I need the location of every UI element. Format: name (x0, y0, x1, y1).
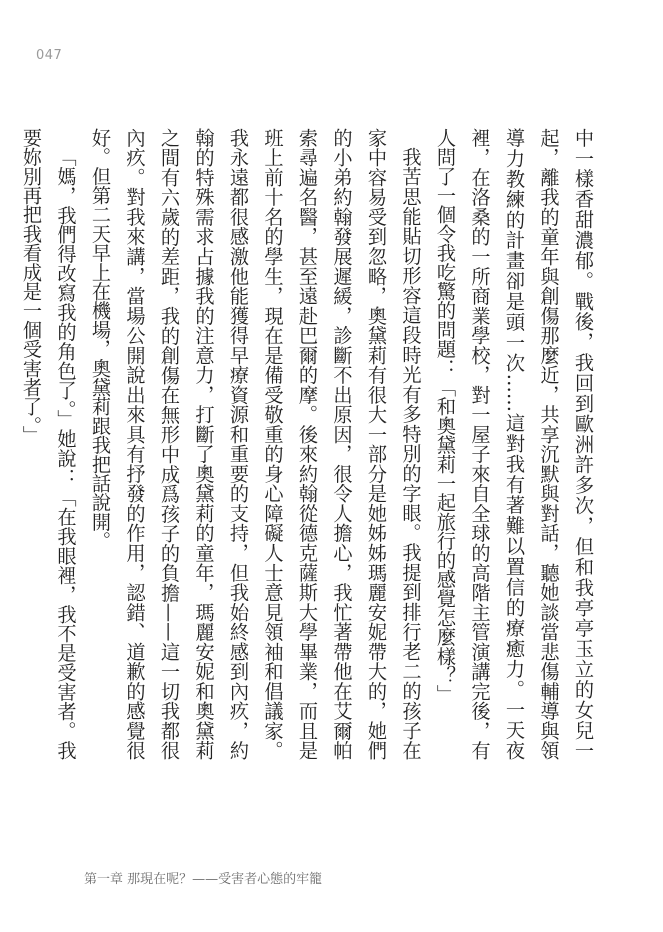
page-number: 047 (36, 48, 63, 63)
paragraph: 中一樣香甜濃郁。戰後，我回到歐洲許多次，但和我亭亭玉立的女兒一起，離我的童年與創傷那麼近，共享沉默與對話，聽她談當悲傷輔導與領導力教練的計畫卻是頭一次……這對我有著難以置信的療癒力。一天夜裡，在洛桑的一所商業學校，對一屋子來自全球的高階主管演講完後，有人問了一個令我吃驚的問題：「和奧黛莉一起旅行的感覺怎麼樣？」 (434, 128, 595, 760)
paragraph: 我苦思能貼切形容這段時光有多特別的字眼。我提到排行老二的孩子在家中容易受到忽略，奧黛莉有很大一部分是她姊姊瑪麗安妮帶大的，她們的小弟約翰發展遲緩，診斷不出原因，很令人擔心，我忙著帶他在艾爾帕索尋遍名醫，甚至遠赴巴爾的摩。後來約翰從德克薩斯大學畢業，而且是班上前十名的學生，現在是備受敬重的身心障礙人士意見領袖和倡議家。我永遠都很感激他能獲得早療資源和重要的支持，但我始終感到內疚，約翰的特殊需求占據我的注意力，打斷了奧黛莉的童年，瑪麗安妮和奧黛莉之間有六歲的差距，我的創傷在無形中成爲孩子的負擔——這一切我都很內疚。對我來講，當場公開說出來具有抒發的作用，認錯、道歉的感覺很好。但第二天早上在機場，奧黛莉跟我把話說開。 (89, 128, 423, 760)
running-footer: 第一章 那現在呢？——受害者心態的牢籠 (84, 872, 323, 887)
paragraph: 「媽，我們得改寫我的角色了。」她說：「在我眼裡，我不是受害者。我要妳別再把我看成是一個受害者了。」 (20, 128, 78, 760)
body-text (20, 128, 600, 760)
